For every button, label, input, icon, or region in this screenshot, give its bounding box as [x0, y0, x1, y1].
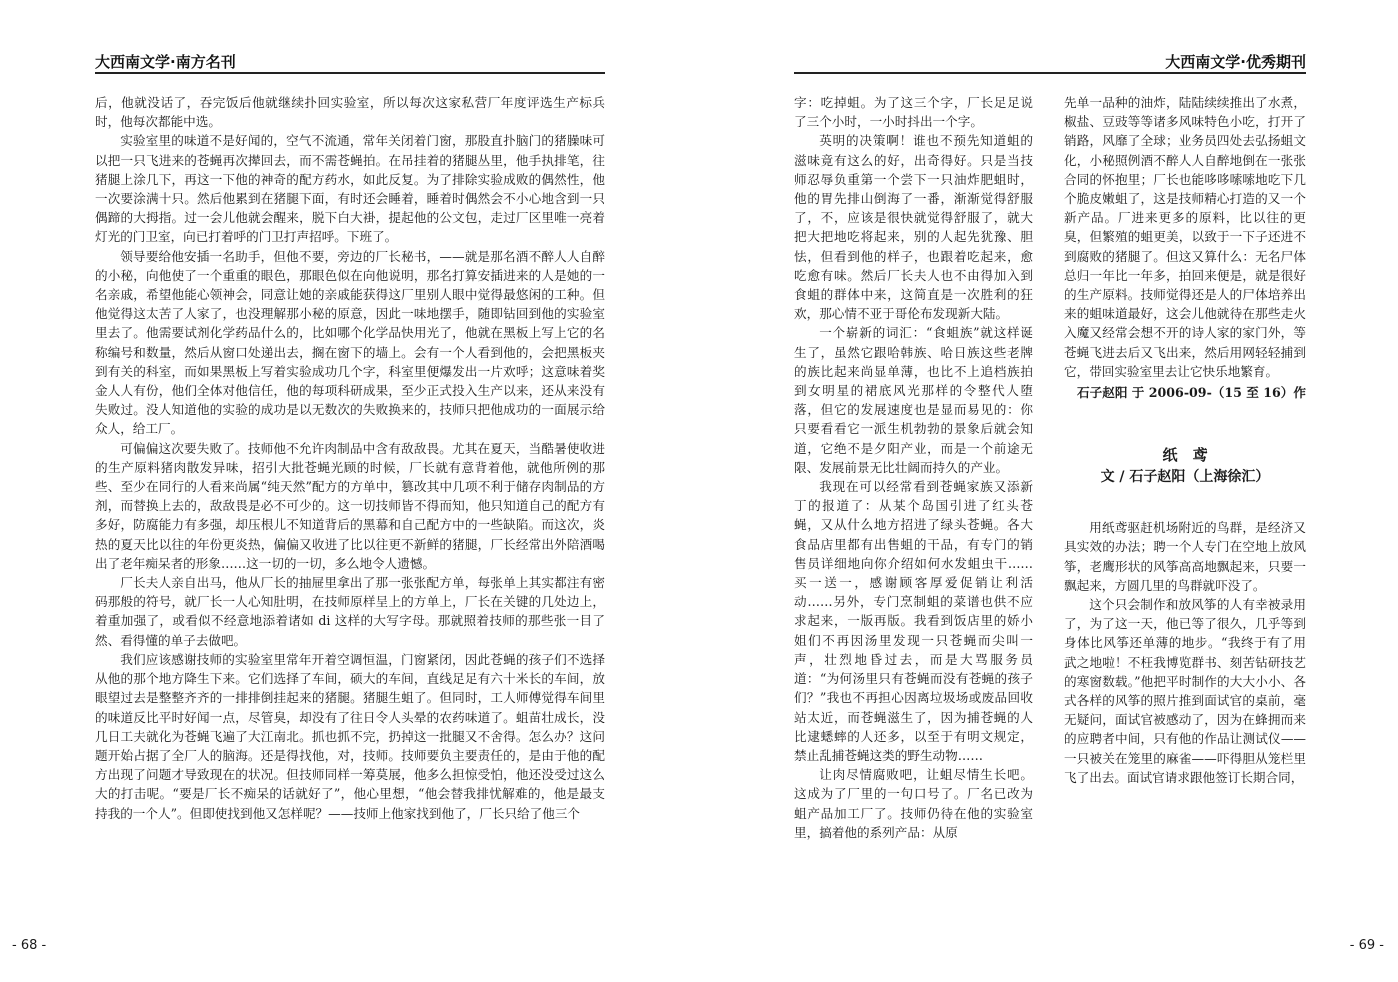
article-body — [1064, 518, 1306, 787]
right-text-column-1 — [794, 93, 1033, 893]
paragraph: 用纸鸢驱赶机场附近的鸟群，是经济又具实效的办法；聘一个人专门在空地上放风筝，老鹰形状的风筝高高地飘起来，只要一飘起来，方圆几里的鸟群就吓没了。 — [1064, 520, 1306, 593]
right-text-column-2 — [1064, 93, 1306, 893]
left-running-header: 大西南文学·南方名刊 — [95, 53, 236, 71]
paragraph: 让肉尽情腐败吧，让蛆尽情生长吧。这成为了厂里的一句口号了。厂名已改为蛆产品加工厂了。技师仍待在他的实验室里，搞着他的系列产品：从原 — [794, 767, 1033, 840]
article-author: 文 / 石子赵阳（上海徐汇） — [1100, 469, 1270, 486]
paragraph: 我们应该感谢技师的实验室里常年开着空调恒温，门窗紧闭，因此苍蝇的孩子们不选择从他的那个地方降生下来。它们选择了车间，硕大的车间，直线足足有六十米长的车间，放眼望过去是整整齐齐的一排排倒挂起来的猪腿。猪腿生蛆了。但同时，工人师傅觉得车间里的味道反比平时好闻一点，尽管臭，却没有了往日令人头晕的农药味道了。蛆苗壮成长，没几日工夫就化为苍蝇飞遍了大江南北。抓也抓不完，扔掉这一批腿又不舍得。怎么办？这问题开始占据了全厂人的脑海。还是得找他，对，技师。技师要负主要责任的，是由于他的配方出现了问题才导致现在的状况。但技师同样一筹莫展，他多么担惊受怕，他还没受过这么大的打击呢。“要是厂长不痴呆的话就好了”，他心里想，“他会替我排忧解难的，他是最支持我的一个人”。但即使找到他又怎样呢？——技师上他家找到他了，厂长只给了他三个 — [95, 651, 605, 821]
article-title: 纸 鸢 — [1162, 446, 1208, 465]
right-running-header: 大西南文学·优秀期刊 — [1165, 53, 1306, 71]
article-spacer — [1064, 402, 1306, 444]
paragraph: 实验室里的味道不是好闻的，空气不流通，常年关闭着门窗，那股直扑脑门的猪臊味可以把一只飞进来的苍蝇再次撵回去，而不需苍蝇拍。在吊挂着的猪腿丛里，他手执排笔，往猪腿上涂几下，再这一下他的神奇的配方药水，如此反复。为了排除实验成败的偶然性，他一次要涂满十只。然后他累到在猪腿下面，有时还会睡着，睡着时偶然会不小心地含到一只偶蹄的大拇指。过一会儿他就会醒来，脱下白大褂，提起他的公文包，走过厂区里唯一亮着灯光的门卫室，向已打着呼的门卫打声招呼。下班了。 — [95, 133, 605, 245]
right-header-rule — [794, 72, 1306, 74]
paragraph: 可偏偏这次要失败了。技师他不允许肉制品中含有敌敌畏。尤其在夏天，当酷暑使收进的生产原料猪肉散发异味，招引大批苍蝇光顾的时候，厂长就有意背着他，就他所例的那些、至少在同行的人看来尚属“纯天然”配方的方单中，篡改其中几项不利于储存肉制品的方剂，而替换上去的，敌敌畏是必不可少的。这一切技师皆不得而知，他只知道自己的配方有多好，防腐能力有多强，却压根儿不知道背后的黑幕和自己配方中的一些缺陷。而这次，炎热的夏天比以往的年份更炎热，偏偏又收进了比以往更不新鲜的猪腿，厂长经常出外陪酒喝出了老年痴呆者的形象……这一切的一切，多么地令人遗憾。 — [95, 440, 605, 571]
left-header-rule — [95, 72, 605, 74]
paragraph: 这个只会制作和放风筝的人有幸被录用了，为了这一天，他已等了很久，几乎等到身体比风筝还单薄的地步。“我终于有了用武之地啦！不枉我博览群书、刻苦钻研技艺的寒窗数载。”他把平时制作的大大小小、各式各样的风筝的照片推到面试官的桌前，毫无疑问，面试官被感动了，因为在蜂拥而来的应聘者中间，只有他的作品让测试仪——一只被关在笼里的麻雀——吓得胆从笼栏里飞了出去。面试官请求跟他签订长期合同， — [1064, 597, 1306, 785]
paragraph: 英明的决策啊！谁也不预先知道蛆的滋味竟有这么的好，出奇得好。只是当技师忍辱负重第一个尝下一只油炸肥蛆时，他的胃先排山倒海了一番，渐渐觉得舒服了，不，应该是很快就觉得舒服了，就大把大把地吃将起来，别的人起先犹豫、胆怯，但看到他的样子，也跟着吃起来，愈吃愈有味。然后厂长夫人也不由得加入到食蛆的群体中来，这简直是一次胜利的狂欢，那心情不亚于哥伦布发现新大陆。 — [794, 133, 1033, 322]
story-signature: 石子赵阳 于 2006-09-（15 至 16）作 — [1077, 385, 1306, 401]
paragraph: 领导要给他安插一名助手，但他不要，旁边的厂长秘书，——就是那名酒不醉人人自醉的小秘，向他使了一个重重的眼色，那眼色似在向他说明，那名打算安插进来的人是她的一名亲戚，希望他能心领神会，同意让她的亲戚能获得这厂里别人眼中觉得最悠闲的工种。但他觉得这太苦了人家了，也没理解那小秘的原意，因此一味地摆手，随即钻回到他的实验室里去了。他需要试剂化学药品什么的，比如哪个化学品快用光了，他就在黑板上写上它的名称编号和数量，然后从窗口处递出去，搁在窗下的墙上。会有一个人看到他的，会把黑板夹到有关的科室，而如果黑板上写着实验成功几个字，科室里便爆发出一片欢呼；这意味着奖金人人有份，他们全体对他信任，他的每项科研成果，至少正式投入生产以来，还从来没有失败过。没人知道他的实验的成功是以无数次的失败换来的，技师只把他成功的一面展示给众人，给工厂。 — [95, 248, 605, 437]
left-text-column — [95, 93, 605, 893]
paragraph: 一个崭新的词汇：“食蛆族”就这样诞生了，虽然它跟哈韩族、哈日族这些老牌的族比起来尚显单薄，也比不上追档族拍到女明星的裙底风光那样的令整代人堕落，但它的发展速度也是显而易见的：你只要看看它一派生机勃勃的景象后就会知道，它绝不是夕阳产业，而是一个前途无限、发展前景无比壮阔而持久的产业。 — [794, 325, 1033, 475]
right-page-number: - 69 - — [1349, 938, 1384, 953]
paragraph: 字：吃掉蛆。为了这三个字，厂长足足说了三个小时，一小时抖出一个字。 — [794, 95, 1033, 130]
right-page — [699, 0, 1398, 982]
story-continuation — [1064, 93, 1306, 381]
paragraph: 厂长夫人亲自出马，他从厂长的抽屉里拿出了那一张张配方单，每张单上其实都注有密码那般的符号，就厂长一人心知肚明，在技师原样呈上的方单上，厂长在关键的几处边上，着重加强了，或看似不经意地添着诸如 di 这样的大写字母。那就照着技师的那些张一目了然、看得懂的单子去做吧。 — [95, 575, 605, 648]
paragraph: 后，他就没话了，吞完饭后他就继续扑回实验室，所以每次这家私营厂年度评选生产标兵时，他每次都能中选。 — [95, 95, 605, 130]
left-page-number: - 68 - — [12, 938, 47, 953]
paragraph: 先单一品种的油炸，陆陆续续推出了水煮，椒盐、豆豉等等诸多风味特色小吃，打开了销路，风靡了全球；业务员四处去弘扬蛆文化，小秘照例酒不醉人人自醉地倒在一张张合同的怀抱里；厂长也能哆哆嗦嗦地吃下几个脆皮嫩蛆了，这是技师精心打造的又一个新产品。厂进来更多的原料，比以往的更臭，但繁殖的蛆更美，以致于一下子还进不到腐败的猪腿了。但这又算什么：无名尸体总归一年比一年多，拍回来便是，就是很好的生产原料。技师觉得还是人的尸体培养出来的蛆味道最好，这会儿他就待在那些走火入魔又经常会想不开的诗人家的家门外，等苍蝇飞进去后又飞出来，然后用网轻轻捕到它，带回实验室里去让它快乐地繁育。 — [1064, 95, 1306, 379]
paragraph: 我现在可以经常看到苍蝇家族又添新丁的报道了：从某个岛国引进了红头苍蝇，又从什么地方招进了绿头苍蝇。各大食品店里都有出售蛆的干品，有专门的销售员详细地向你介绍如何水发蛆虫干……买一送一，感谢顾客厚爱促销让利活动……另外，专门烹制蛆的菜谱也供不应求起来，一版再版。我看到饭店里的娇小姐们不再因汤里发现一只苍蝇而尖叫一声，壮烈地昏过去，而是大骂服务员道：“为何汤里只有苍蝇而没有苍蝇的孩子们？”我也不再担心因离垃圾场或废品回收站太近，而苍蝇滋生了，因为捕苍蝇的人比逮蟋蟀的人还多，以至于有明文规定，禁止乱捕苍蝇这类的野生动物…… — [794, 479, 1033, 763]
